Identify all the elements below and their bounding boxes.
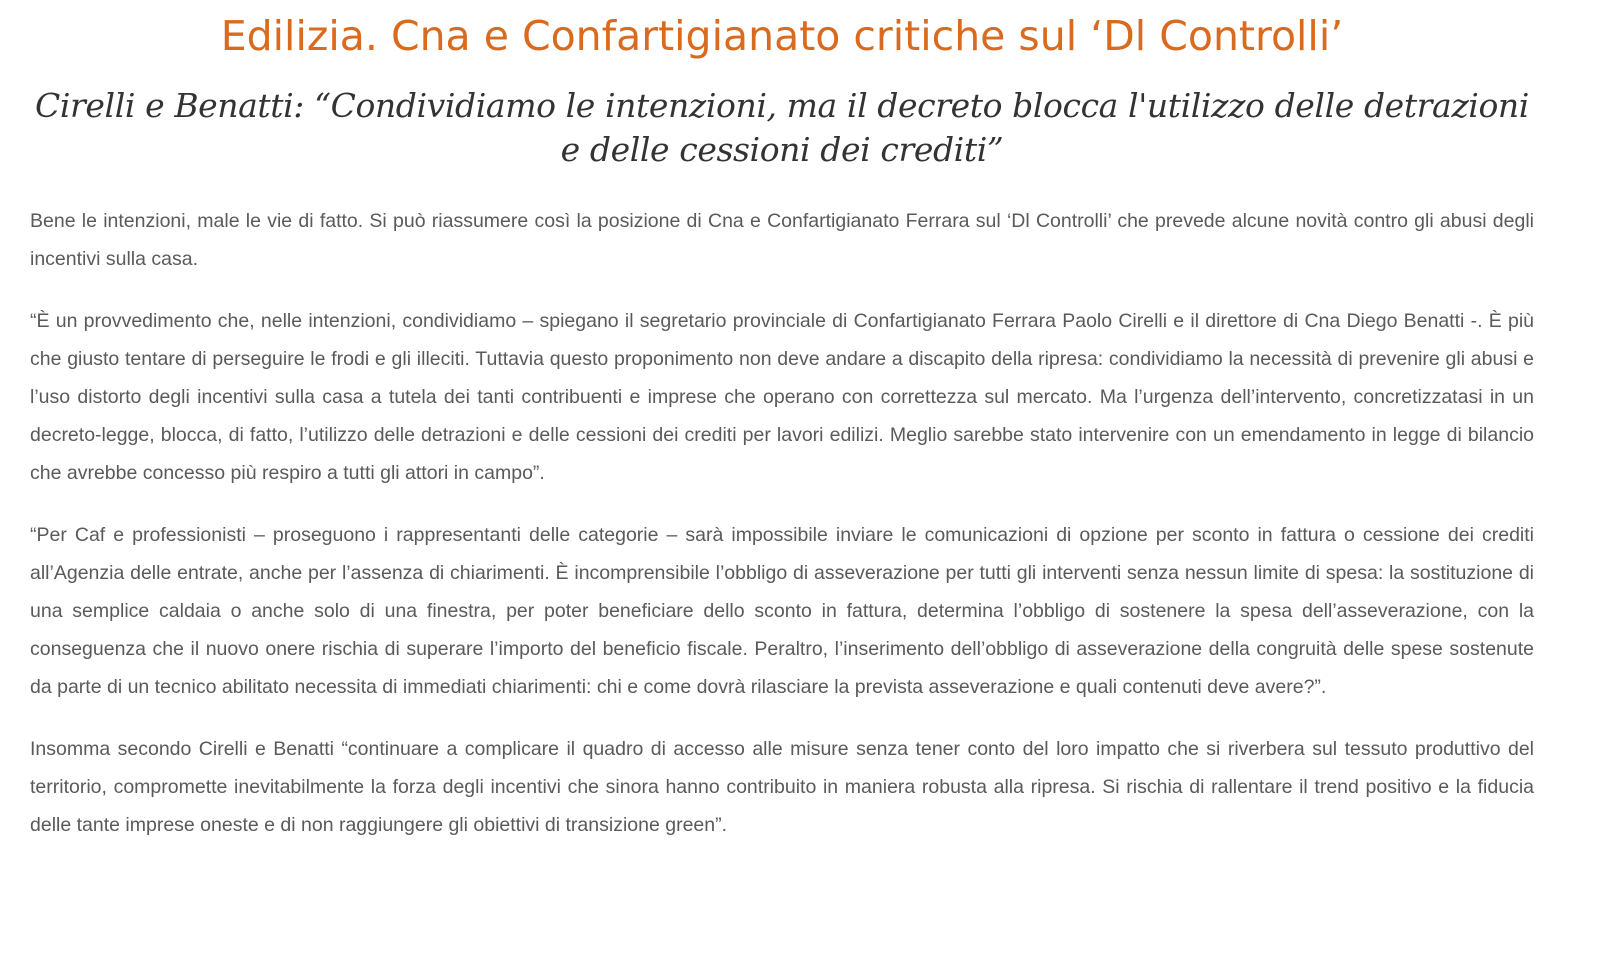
article-title: Edilizia. Cna e Confartigianato critiche sul ‘Dl Controlli’	[220, 12, 1344, 60]
article-paragraph-3: “Per Caf e professionisti – proseguono i rappresentanti delle categorie – sarà impossibile inviare le comunicazioni di opzione per sconto in fattura o cessione dei crediti all’Agenzia delle entrate, anche per l’assenza di chiarimenti. È incomprensibile l’obbligo di asseverazione per tutti gli interventi senza nessun limite di spesa: la sostituzione di una semplice caldaia o anche solo di una finestra, per poter beneficiare dello sconto in fattura, determina l’obbligo di sostenere la spesa dell’asseverazione, con la conseguenza che il nuovo onere rischia di superare l’importo del beneficio fiscale. Peraltro, l’inserimento dell’obbligo di asseverazione della congruità delle spese sostenute da parte di un tecnico abilitato necessita di immediati chiarimenti: chi e come dovrà rilasciare la prevista asseverazione e quali contenuti deve avere?”.	[30, 524, 1534, 698]
article-paragraph-1: Bene le intenzioni, male le vie di fatto. Si può riassumere così la posizione di Cna e Confartigianato Ferrara sul ‘Dl Controlli’ che prevede alcune novità contro gli abusi degli incentivi sulla casa.	[30, 210, 1534, 270]
article-paragraph-2: “È un provvedimento che, nelle intenzioni, condividiamo – spiegano il segretario provinciale di Confartigianato Ferrara Paolo Cirelli e il direttore di Cna Diego Benatti -. È più che giusto tentare di perseguire le frodi e gli illeciti. Tuttavia questo proponimento non deve andare a discapito della ripresa: condividiamo la necessità di prevenire gli abusi e l’uso distorto degli incentivi sulla casa a tutela dei tanti contribuenti e imprese che operano con correttezza sul mercato. Ma l’urgenza dell’intervento, concretizzatasi in un decreto-legge, blocca, di fatto, l’utilizzo delle detrazioni e delle cessioni dei crediti per lavori edilizi. Meglio sarebbe stato intervenire con un emendamento in legge di bilancio che avrebbe concesso più respiro a tutti gli attori in campo”.	[30, 310, 1534, 484]
article-paragraph-4: Insomma secondo Cirelli e Benatti “continuare a complicare il quadro di accesso alle misure senza tener conto del loro impatto che si riverbera sul tessuto produttivo del territorio, compromette inevitabilmente la forza degli incentivi che sinora hanno contribuito in maniera robusta alla ripresa. Si rischia di rallentare il trend positivo e la fiducia delle tante imprese oneste e di non raggiungere gli obiettivi di transizione green”.	[30, 738, 1534, 836]
article	[30, 0, 1534, 868]
article-subtitle: Cirelli e Benatti: “Condividiamo le intenzioni, ma il decreto blocca l'utilizzo delle detrazioni e delle cessioni dei crediti”	[35, 86, 1529, 169]
article-body	[30, 202, 1534, 844]
